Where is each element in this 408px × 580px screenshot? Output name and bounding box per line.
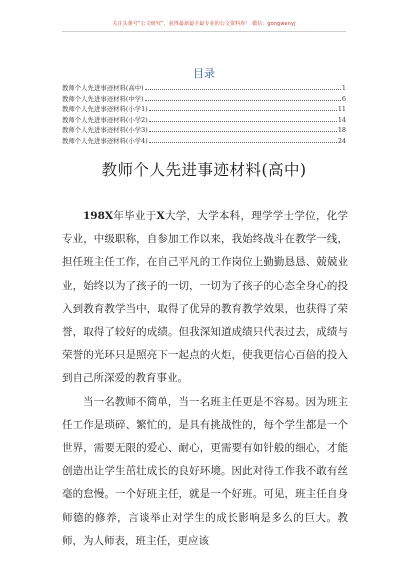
toc-entry-label: 教师个人先进事迹材料(高中): [62, 84, 144, 92]
header-divider: [62, 31, 346, 32]
toc-entry-label: 教师个人先进事迹材料(小学2): [62, 115, 148, 124]
body-paragraph: 当一名教师不简单，当一名班主任更是不容易。因为班主任工作是琐碎、繁忙的，是具有挑战性的，每个学生都是一个世界，需要无限的爱心、耐心，更需要有如针般的细心，才能创造出让学生茁壮成长的良好环境。因此对待工作我不敢有丝毫的怠慢。一个好班主任，就是一个好班。可见，班主任自身师德的修养，言谈举止对学生的成长影响是多么的巨大。教师，为人师表，班主任，更应该: [62, 395, 348, 547]
toc-entry-page: 6: [341, 94, 346, 103]
toc-leader-dots: [149, 138, 337, 143]
graduation-year: 198X: [83, 210, 114, 222]
toc-entry[interactable]: [62, 136, 346, 147]
toc-entry[interactable]: [62, 94, 346, 105]
toc-entry[interactable]: [62, 115, 346, 126]
toc-leader-dots: [145, 96, 341, 101]
toc-leader-dots: [149, 106, 337, 111]
toc-entry-label: 教师个人先进事迹材料(小学4): [62, 136, 148, 145]
school-name: X: [156, 210, 165, 222]
toc-entry-page: 14: [337, 115, 346, 124]
toc-entry[interactable]: [62, 83, 346, 94]
document-body: [62, 205, 348, 553]
table-of-contents: [62, 83, 346, 146]
body-text-run: 大学，大学本科，理学学士学位，化学专业，中级职称，自参加工作以来，我始终战斗在教学一线，担任班主任工作，在自己平凡的工作岗位上勤勤恳恳、兢兢业业，始终以为了孩子的一切，一切为了孩子的心态全身心的投入到教育教学当中，取得了优异的教育教学效果，也获得了荣誉，取得了较好的成绩。但我深知道成绩只代表过去，成绩与荣誉的光环只是照亮下一起点的火炬，使我更信心百倍的投入到自己所深爱的教育事业。: [62, 210, 349, 385]
toc-entry-page: 1: [341, 84, 346, 92]
toc-leader-dots: [149, 127, 337, 132]
toc-entry-label: 教师个人先进事迹材料(小学3): [62, 126, 148, 134]
body-paragraph: [62, 205, 348, 391]
toc-entry[interactable]: [62, 125, 346, 136]
toc-leader-dots: [145, 85, 341, 90]
toc-title: 目录: [193, 67, 215, 80]
document-title: 教师个人先进事迹材料(高中): [101, 161, 307, 179]
header-note: 关注头条号“公文研究”，获得最新最全最专业的公文资料库！ 微信：gongwenyj: [112, 21, 296, 27]
toc-entry-page: 18: [337, 126, 346, 134]
toc-entry-page: 11: [337, 105, 346, 113]
toc-entry-label: 教师个人先进事迹材料(小学1): [62, 105, 148, 113]
toc-entry[interactable]: [62, 104, 346, 115]
toc-entry-label: 教师个人先进事迹材料(中学): [62, 94, 144, 103]
toc-entry-page: 24: [337, 136, 346, 145]
toc-leader-dots: [149, 117, 337, 122]
body-text-run: 年毕业于: [113, 210, 157, 222]
